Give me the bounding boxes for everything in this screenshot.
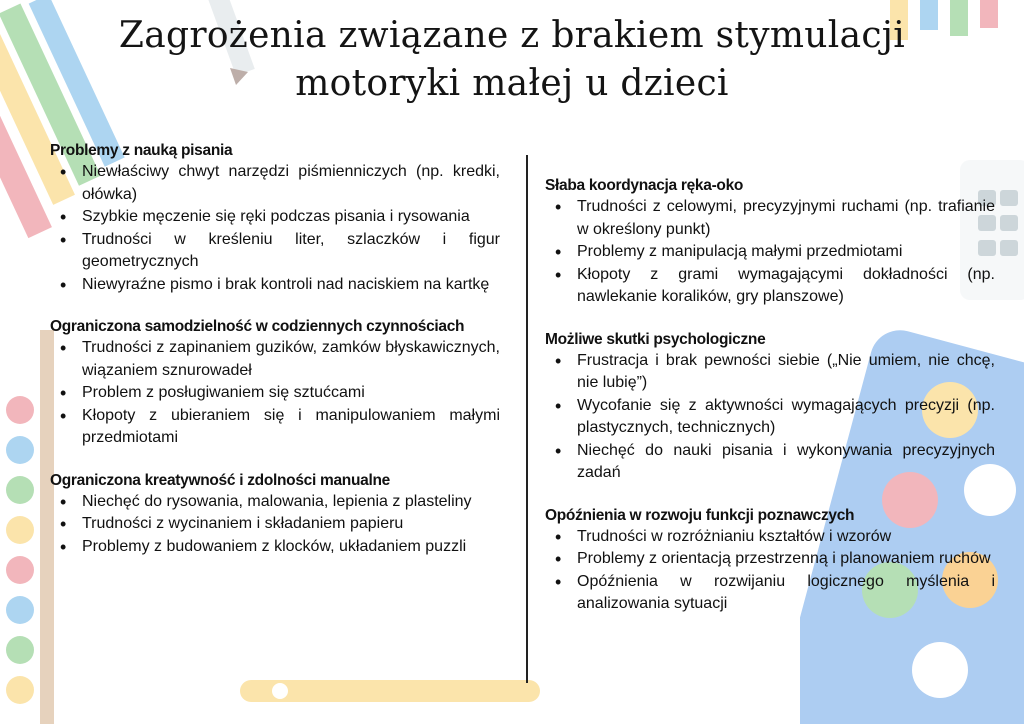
- list-item: • Trudności z wycinaniem i składaniem papieru: [82, 513, 500, 536]
- list-item: • Trudności z zapinaniem guzików, zamków błyskawicznych, wiązaniem sznurowadeł: [82, 337, 500, 382]
- page-title: [0, 12, 1024, 108]
- list-item: • Niechęć do nauki pisania i wykonywania precyzyjnych zadań: [577, 440, 995, 485]
- list-item: • Kłopoty z grami wymagającymi dokładności (np. nawlekanie koralików, gry planszowe): [577, 264, 995, 309]
- right-column: [545, 175, 995, 636]
- section-heading: Ograniczona samodzielność w codziennych czynnościach: [50, 318, 465, 335]
- bullet-list: [545, 526, 995, 616]
- list-item: • Trudności w kreśleniu liter, szlaczków i figur geometrycznych: [82, 229, 500, 274]
- title-line-1: Zagrożenia związane z brakiem stymulacji: [118, 15, 906, 56]
- bullet-list: [50, 161, 500, 296]
- section-heading: Możliwe skutki psychologiczne: [545, 330, 766, 348]
- list-item: • Problemy z orientacją przestrzenną i planowaniem ruchów: [577, 548, 995, 571]
- section-heading: Ograniczona kreatywność i zdolności manualne: [50, 471, 390, 489]
- section-psychological-effects: [545, 329, 995, 485]
- section-heading: Opóźnienia w rozwoju funkcji poznawczych: [545, 506, 855, 524]
- list-item: • Trudności w rozróżnianiu kształtów i wzorów: [577, 526, 995, 549]
- column-divider: [526, 155, 528, 683]
- list-item: • Opóźnienia w rozwijaniu logicznego myślenia i analizowania sytuacji: [577, 571, 995, 616]
- section-heading: Problemy z nauką pisania: [50, 142, 233, 159]
- section-limited-independence: [50, 316, 500, 450]
- list-item: • Niewłaściwy chwyt narzędzi piśmienniczych (np. kredki, ołówka): [82, 161, 500, 206]
- list-item: • Niechęć do rysowania, malowania, lepienia z plasteliny: [82, 491, 500, 514]
- bullet-list: [545, 350, 995, 485]
- bullet-list: [50, 337, 500, 450]
- list-item: • Szybkie męczenie się ręki podczas pisania i rysowania: [82, 206, 500, 229]
- list-item: • Niewyraźne pismo i brak kontroli nad naciskiem na kartkę: [82, 274, 500, 297]
- bullet-list: [545, 196, 995, 309]
- list-item: • Problem z posługiwaniem się sztućcami: [82, 382, 500, 405]
- list-item: • Frustracja i brak pewności siebie („Nie umiem, nie chcę, nie lubię”): [577, 350, 995, 395]
- bullet-list: [50, 491, 500, 559]
- list-item: • Kłopoty z ubieraniem się i manipulowaniem małymi przedmiotami: [82, 405, 500, 450]
- left-column: [50, 140, 500, 578]
- section-limited-creativity: [50, 470, 500, 559]
- list-item: • Wycofanie się z aktywności wymagających precyzji (np. plastycznych, technicznych): [577, 395, 995, 440]
- section-hand-eye-coordination: [545, 175, 995, 309]
- section-heading: Słaba koordynacja ręka-oko: [545, 177, 744, 194]
- list-item: • Problemy z manipulacją małymi przedmiotami: [577, 241, 995, 264]
- title-line-2: motoryki małej u dzieci: [295, 63, 729, 104]
- list-item: • Problemy z budowaniem z klocków, układaniem puzzli: [82, 536, 500, 559]
- list-item: • Trudności z celowymi, precyzyjnymi ruchami (np. trafianie w określony punkt): [577, 196, 995, 241]
- section-writing-problems: [50, 140, 500, 296]
- section-cognitive-delays: [545, 505, 995, 616]
